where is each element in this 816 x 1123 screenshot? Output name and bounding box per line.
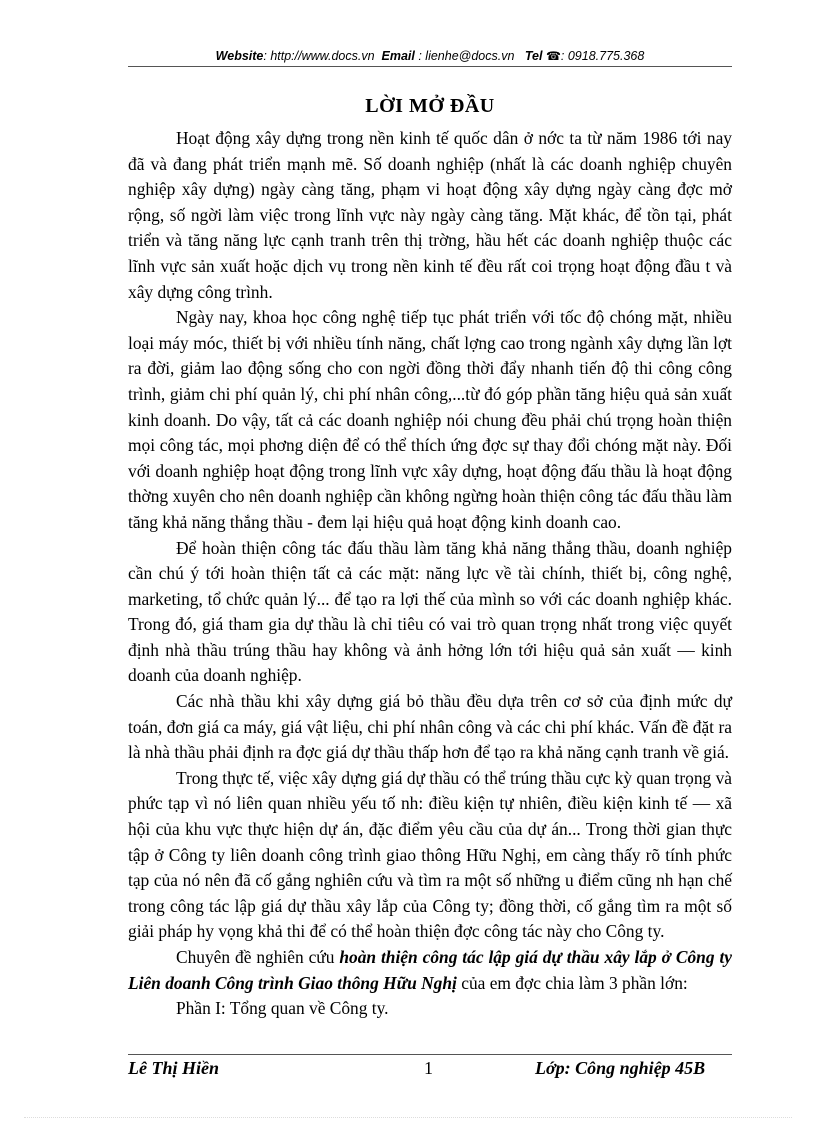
paragraph-6	[128, 945, 732, 996]
document-body	[128, 126, 732, 1022]
footer-class: Lớp: Công nghiệp 45B	[535, 1058, 706, 1078]
footer-page-number: 1	[424, 1058, 433, 1078]
page-header	[128, 48, 732, 64]
tel-label: Tel	[524, 49, 543, 63]
footer-author: Lê Thị Hiền	[128, 1058, 219, 1078]
paragraph-1: Hoạt động xây dựng trong nền kinh tế quốc dân ở nớc ta từ năm 1986 tới nay đã và đang phát triển mạnh mẽ. Số doanh nghiệp (nhất là các doanh nghiệp chuyên nghiệp xây dựng) ngày càng tăng, phạm vi hoạt động xây dựng ngày càng đợc mở rộng, số ngời làm việc trong lĩnh vực này ngày càng tăng. Mặt khác, để tồn tại, phát triển và tăng năng lực cạnh tranh trên thị trờng, hầu hết các doanh nghiệp thuộc các lĩnh vực sản xuất hoặc dịch vụ trong nền kinh tế đều rất coi trọng hoạt động đầu t và xây dựng công trình.	[128, 128, 732, 302]
email-label: Email	[381, 49, 415, 63]
paragraph-6-outro: của em đợc chia làm 3 phần lớn:	[456, 972, 688, 993]
header-divider	[128, 66, 732, 67]
paragraph-2: Ngày nay, khoa học công nghệ tiếp tục phát triển với tốc độ chóng mặt, nhiều loại máy móc, thiết bị với nhiều tính năng, chất lợng cao trong ngành xây dựng lần lợt ra đời, giảm lao động sống cho con ngời đồng thời đẩy nhanh tiến độ thi công công trình, giảm chi phí quản lý, chi phí nhân công,...từ đó góp phần tăng hiệu quả sản xuất kinh doanh. Do vậy, tất cả các doanh nghiệp nói chung đều phải chú trọng hoàn thiện mọi công tác, mọi phơng diện để có thể thích ứng đợc sự thay đổi chóng mặt này. Đối với doanh nghiệp hoạt động trong lĩnh vực xây dựng, hoạt động đấu thầu là hoạt động thờng xuyên cho nên doanh nghiệp cần không ngừng hoàn thiện công tác đấu thầu làm tăng khả năng thắng thầu - đem lại hiệu quả hoạt động kinh doanh cao.	[128, 307, 732, 532]
paragraph-7: Phần I: Tổng quan về Công ty.	[176, 998, 389, 1019]
paragraph-4: Các nhà thầu khi xây dựng giá bỏ thầu đều dựa trên cơ sở của định mức dự toán, đơn giá ca máy, giá vật liệu, chi phí nhân công và các chi phí khác. Vấn đề đặt ra là nhà thầu phải định ra đợc giá dự thầu thấp hơn để tạo ra khả năng cạnh tranh về giá.	[128, 691, 732, 763]
website-value: : http://www.docs.vn	[263, 49, 375, 63]
email-value: : lienhe@docs.vn	[418, 49, 515, 63]
footer-divider	[128, 1054, 732, 1055]
page-title: LỜI MỞ ĐẦU	[365, 95, 495, 117]
website-label: Website	[215, 49, 264, 63]
paragraph-6-intro: Chuyên đề nghiên cứu	[176, 947, 340, 967]
paragraph-3: Để hoàn thiện công tác đấu thầu làm tăng khả năng thắng thầu, doanh nghiệp cần chú ý tới hoàn thiện tất cả các mặt: năng lực về tài chính, thiết bị, công nghệ, marketing, tổ chức quản lý... để tạo ra lợi thế của mình so với các doanh nghiệp khác. Trong đó, giá tham gia dự thầu là chỉ tiêu có vai trò quan trọng nhất trong việc quyết định nhà thầu trúng thầu hay không và ảnh hởng lớn tới hiệu quả sản xuất — kinh doanh của doanh nghiệp.	[128, 537, 732, 686]
phone-icon: ☎	[545, 49, 561, 63]
paragraph-6-topic: hoàn thiện công tác lập giá dự thầu xây lắp ở Công ty Liên doanh Công trình Giao thông Hữu Nghị	[128, 947, 733, 993]
page-bottom-dotted-line	[24, 1117, 792, 1118]
paragraph-5: Trong thực tế, việc xây dựng giá dự thầu có thể trúng thầu cực kỳ quan trọng và phức tạp vì nó liên quan nhiều yếu tố nh: điều kiện tự nhiên, điều kiện kinh tế — xã hội của khu vực thực hiện dự án, đặc điểm yêu cầu của dự án... Trong thời gian thực tập ở Công ty liên doanh công trình giao thông Hữu Nghị, em càng thấy rõ tính phức tạp của nó nên đã cố gắng nghiên cứu và tìm ra một số những u điểm cũng nh hạn chế trong công tác lập giá dự thầu xây lắp của Công ty; đồng thời, cố gắng tìm ra một số giải pháp hy vọng khả thi để có thể hoàn thiện đợc công tác này cho Công ty.	[128, 767, 732, 942]
tel-value: : 0918.775.368	[560, 49, 645, 63]
